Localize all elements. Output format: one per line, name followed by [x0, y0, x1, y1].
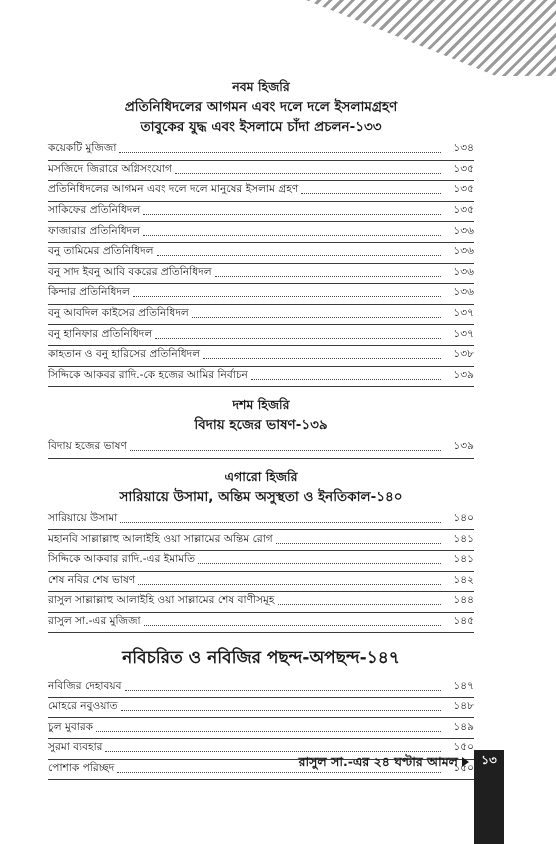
toc-entry-page: ১৪৫ [453, 614, 474, 627]
toc-entry-label: প্রতিনিধিদলের আগমন এবং দলে দলে মানুষের ইসলাম গ্রহণ [48, 183, 299, 196]
dot-leader [144, 625, 441, 626]
section-title: দশম হিজরি [232, 397, 290, 413]
page-footer [0, 752, 556, 772]
toc-entry-page: ১৪৭ [453, 679, 474, 692]
toc-entry-label: সাকিফের প্রতিনিধিদল [48, 204, 141, 217]
toc-entry-page: ১৪১ [453, 553, 474, 566]
dot-leader [119, 152, 441, 153]
section-tenth-hijri [48, 397, 474, 459]
toc-entry[interactable] [48, 222, 474, 243]
running-title: রাসুল সা.-এর ২৪ ঘণ্টার আমল [298, 754, 458, 769]
section-title: এগারো হিজরি [224, 468, 298, 484]
toc-entry-page: ১৪২ [453, 573, 474, 586]
toc-entry[interactable] [48, 305, 474, 326]
toc-entry[interactable] [48, 367, 474, 388]
toc-entry-label: কাহতান ও বনু হারিসের প্রতিনিধিদল [48, 348, 201, 361]
toc-entry-label: মোহরে নবুওয়াত [48, 700, 118, 713]
toc-entry-label: সিদ্দিকে আকবর রাদি.-কে হজের আমির নির্বাচন [48, 368, 248, 381]
dot-leader [175, 173, 441, 174]
dot-leader [251, 379, 441, 380]
toc-entry[interactable] [48, 264, 474, 285]
toc-entry[interactable] [48, 325, 474, 346]
dot-leader [203, 358, 441, 359]
toc-entry-label: সুরমা ব্যবহার [48, 741, 103, 754]
toc-entry[interactable] [48, 181, 474, 202]
toc-entry-page: ১৩৫ [453, 162, 474, 175]
toc-entry-page: ১৩৭ [453, 307, 474, 320]
toc-entry-label: বিদায় হজের ভাষণ [48, 440, 127, 453]
toc-entry-label: নবিজির দেহাবয়ব [48, 679, 122, 692]
toc-entry-page: ১৩৫ [453, 183, 474, 196]
toc-entry[interactable] [48, 698, 474, 719]
toc-entry[interactable] [48, 510, 474, 531]
dot-leader [198, 563, 441, 564]
toc-entry[interactable] [48, 346, 474, 367]
toc-entry[interactable] [48, 572, 474, 593]
toc-entry-label: সিদ্দিকে আকবার রাদি.-এর ইমামতি [48, 553, 196, 566]
toc-entry[interactable] [48, 592, 474, 613]
toc-entry-page: ১৪৮ [453, 700, 474, 713]
toc-entry-label: মসজিদে জিরারে অগ্নিসংযোগ [48, 162, 172, 175]
dot-leader [301, 193, 441, 194]
toc-entry[interactable] [48, 677, 474, 698]
dot-leader [117, 772, 441, 773]
toc-entry-label: ফাজারার প্রতিনিধিদল [48, 224, 141, 237]
page-number-tab [474, 750, 504, 844]
toc-entry-page: ১৩৬ [453, 224, 474, 237]
page-number: ১৩ [481, 753, 497, 767]
toc-entry-page: ১৪০ [453, 512, 474, 525]
dot-leader [215, 276, 441, 277]
toc-entry[interactable] [48, 243, 474, 264]
toc-entry[interactable] [48, 551, 474, 572]
section-subtitle: সারিয়ায়ে উসামা, অন্তিম অসুস্থতা ও ইনতিকাল-১৪০ [119, 488, 403, 505]
toc-entry-page: ১৪৯ [453, 720, 474, 733]
toc-list [48, 140, 474, 387]
dot-leader [138, 584, 441, 585]
toc-entry[interactable] [48, 161, 474, 182]
dot-leader [143, 235, 441, 236]
toc-entry[interactable] [48, 530, 474, 551]
table-of-contents [48, 79, 474, 780]
toc-entry-page: ১৫০ [453, 761, 474, 774]
dot-leader [143, 214, 441, 215]
section-subtitle: প্রতিনিধিদলের আগমন এবং দলে দলে ইসলামগ্রহণ [124, 99, 398, 115]
toc-entry-label: মহানবি সাল্লাল্লাহু আলাইহি ওয়া সাল্লামের অন্তিম রোগ [48, 532, 273, 545]
toc-entry-label: রাসুল সা.-এর মুজিজা [48, 614, 141, 627]
section-title: নবম হিজরি [232, 79, 290, 94]
section-title: নবিচরিত ও নবিজির পছন্দ-অপছন্দ-১৪৭ [122, 648, 400, 669]
toc-entry-label: শেষ নবির শেষ ভাষণ [48, 573, 136, 586]
dot-leader [133, 296, 441, 297]
toc-entry-page: ১৩৮ [453, 348, 474, 361]
section-subtitle: তাবুকের যুদ্ধ এবং ইসলামে চাঁদা প্রচলন-১৩৩ [140, 119, 382, 135]
toc-entry-label: পোশাক পরিচ্ছদ [48, 761, 115, 774]
dot-leader [130, 450, 441, 451]
toc-entry-label: কয়েকটি মুজিজা [48, 142, 117, 155]
toc-entry[interactable] [48, 202, 474, 223]
toc-entry[interactable] [48, 613, 474, 634]
dot-leader [155, 338, 441, 339]
dot-leader [278, 604, 442, 605]
decorative-hatch-pattern [306, 0, 556, 76]
section-ninth-hijri [48, 79, 474, 387]
toc-entry-page: ১৪৪ [453, 594, 474, 607]
dot-leader [192, 317, 441, 318]
dot-leader [121, 710, 441, 711]
toc-list [48, 510, 474, 634]
toc-entry[interactable] [48, 718, 474, 739]
toc-entry-label: বনু হানিফার প্রতিনিধিদল [48, 327, 153, 340]
toc-entry-page: ১৩৪ [453, 142, 474, 155]
toc-entry-page: ১৩৯ [453, 368, 474, 381]
toc-entry-page: ১৩৯ [453, 440, 474, 453]
triangle-arrow-icon [462, 757, 469, 767]
toc-entry-label: বনু সাদ ইবনু আবি বকরের প্রতিনিধিদল [48, 265, 212, 278]
toc-entry-label: বনু তামিমের প্রতিনিধিদল [48, 245, 154, 258]
toc-list [48, 438, 474, 459]
toc-entry-page: ১৫০ [453, 741, 474, 754]
dot-leader [157, 255, 441, 256]
toc-entry-page: ১৩৬ [453, 286, 474, 299]
toc-entry-page: ১৪১ [453, 532, 474, 545]
toc-entry-label: সারিয়ায়ে উসামা [48, 512, 118, 525]
toc-entry[interactable] [48, 140, 474, 161]
toc-entry-page: ১৩৬ [453, 265, 474, 278]
toc-entry-label: চুল মুবারক [48, 720, 94, 733]
toc-entry-page: ১৩৭ [453, 327, 474, 340]
toc-entry[interactable] [48, 284, 474, 305]
toc-entry-label: কিন্দার প্রতিনিধিদল [48, 286, 130, 299]
toc-entry-page: ১৩৫ [453, 204, 474, 217]
dot-leader [125, 690, 442, 691]
toc-entry-label: বনু আবদিল কাইসের প্রতিনিধিদল [48, 307, 189, 320]
dot-leader [120, 522, 441, 523]
toc-entry[interactable] [48, 438, 474, 459]
dot-leader [96, 731, 441, 732]
section-subtitle: বিদায় হজের ভাষণ-১৩৯ [194, 417, 328, 434]
dot-leader [276, 543, 441, 544]
toc-entry-label: রাসুল সাল্লাল্লাহু আলাইহি ওয়া সাল্লামের শেষ বাণীসমূহ [48, 594, 275, 607]
section-eleventh-hijri [48, 469, 474, 634]
toc-entry-page: ১৩৬ [453, 245, 474, 258]
